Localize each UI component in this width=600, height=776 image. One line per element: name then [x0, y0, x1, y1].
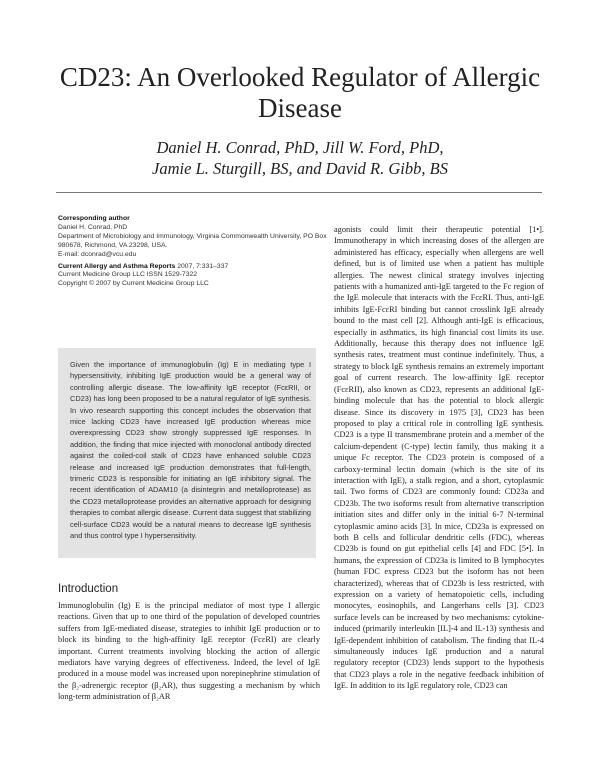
right-column-body — [334, 224, 544, 772]
title-divider — [56, 192, 542, 193]
citation-volume: 2007, 7:331–337 — [175, 262, 229, 270]
authors-line-1: Daniel H. Conrad, PhD, Jill W. Ford, PhD, — [156, 138, 444, 157]
article-title: CD23: An Overlooked Regulator of Allergic Disease — [59, 62, 541, 123]
journal-name: Current Allergy and Asthma Reports — [58, 262, 176, 270]
abstract-text: Given the importance of immunoglobulin (Ig) E in mediating type I hypersensitivity, inhibiting IgE production would be a general way of controlling allergic disease. The low-affinity IgE receptor (FcεRII, or CD23) has long been proposed to be a natural regulator of IgE synthesis. In vivo research supporting this concept includes the observation that mice lacking CD23 have increased IgE production whereas mice overexpressing CD23 show strongly suppressed IgE responses. In addition, the finding that mice injected with monoclonal antibody directed against the coiled-coil stalk of CD23 have enhanced soluble CD23 release and increased IgE production demonstrates that full-length, trimeric CD23 is responsible for initiating an IgE inhibitory signal. The recent identification of ADAM10 (a disintegrin and metalloprotease) as the CD23 metalloprotease provides an alternative approach for designing therapies to combat allergic disease. Current data suggest that stabilizing cell-surface CD23 would be a natural means to decrease IgE synthesis and thus control type I hypersensitivity. — [70, 360, 311, 541]
journal-citation — [58, 263, 328, 272]
issn-line: Current Medicine Group LLC ISSN 1529-7322 — [58, 271, 198, 279]
right-column-text: agonists could limit their therapeutic potential [1•]. Immunotherapy in which increasing doses of the allergen are administered has efficacy, especially when allergens are well defined, but is of limited use when a patient has multiple allergies. The newest clinical strategy involves injecting patients with a humanized anti-IgE targeted to the Fc region of the IgE molecule that interacts with the FcεRI. Thus, anti-IgE inhibits IgE-FcεRI binding but cannot crosslink IgE already bound to the mast cell [2]. Although anti-IgE is efficacious, especially in asthmatics, its high financial cost limits its use. Additionally, because this therapy does not influence IgE synthesis rates, treatment must continue indefinitely. Thus, a strategy to block IgE synthesis remains an extremely important goal of current research. The low-affinity IgE receptor (FcεRII), also known as CD23, represents an additional IgE-binding molecule that has the potential to block allergic disease. Since its discovery in 1975 [3], CD23 has been proposed to play a critical role in controlling IgE synthesis. CD23 is a type II transmembrane protein and a member of the calcium-dependent (C-type) lectin family, thus making it a unique Fc receptor. The CD23 protein is composed of a carboxy-terminal lectin domain (which is the site of its interaction with IgE), a stalk region, and a short, cytoplasmic tail. Two forms of CD23 are commonly found: CD23a and CD23b. The two isoforms result from alternative transcription initiation sites and differ only in the initial 6-7 N-terminal cytoplasmic amino acids [3]. In mice, CD23a is expressed on both B cells and follicular dendritic cells (FDC), whereas CD23b is found on gut epithelial cells [4] and FDC [5•]. In humans, the expression of CD23a is limited to B lymphocytes (human FDC express CD23 but the isoform has not been characterized), whereas that of CD23b is less restricted, with expression on a variety of hematopoietic cells, including monocytes, eosinophils, and Langerhans cells [3]. CD23 surface levels can be increased by two mechanisms: cytokine-induced (primarily interleukin [IL]-4 and IL-13) synthesis and IgE-dependent inhibition of catabolism. The finding that IL-4 simultaneously induces IgE production and a natural regulatory receptor (CD23) lends support to the hypothesis that CD23 plays a role in the negative feedback inhibition of IgE. In addition to its IgE regulatory role, CD23 can — [334, 225, 544, 691]
corresponding-author-label: Corresponding author — [58, 215, 130, 222]
author-email: E-mail: dconrad@vcu.edu — [58, 250, 137, 258]
introduction-body — [58, 600, 320, 770]
introduction-heading: Introduction — [58, 583, 119, 595]
authors-line-2: Jamie L. Sturgill, BS, and David R. Gibb, BS — [152, 159, 448, 178]
article-meta — [58, 215, 328, 289]
copyright-line: Copyright © 2007 by Current Medicine Group LLC — [58, 280, 209, 288]
corresponding-author-name: Daniel H. Conrad, PhD — [58, 223, 128, 231]
author-list — [40, 137, 560, 179]
abstract-box — [58, 348, 316, 558]
author-address: Department of Microbiology and Immunology, Virginia Commonwealth University, PO Box 980678, Richmond, VA 23298, USA. — [58, 232, 327, 249]
introduction-text: Immunoglobulin (Ig) E is the principal mediator of most type I allergic reactions. Given that up to one third of the population of developed countries suffers from IgE-mediated disease, strategies to inhibit IgE production or to block its binding to the high-affinity IgE receptor (FcεRI) are clearly important. Current treatments involving blocking the action of allergic mediators have varying degrees of effectiveness. Indeed, the level of IgE produced in a mouse model was increased upon norepinephrine stimulation of the β₂-adrenergic receptor (β₂AR), thus suggesting a mechanism by which long-term administration of β₂AR — [58, 601, 320, 702]
